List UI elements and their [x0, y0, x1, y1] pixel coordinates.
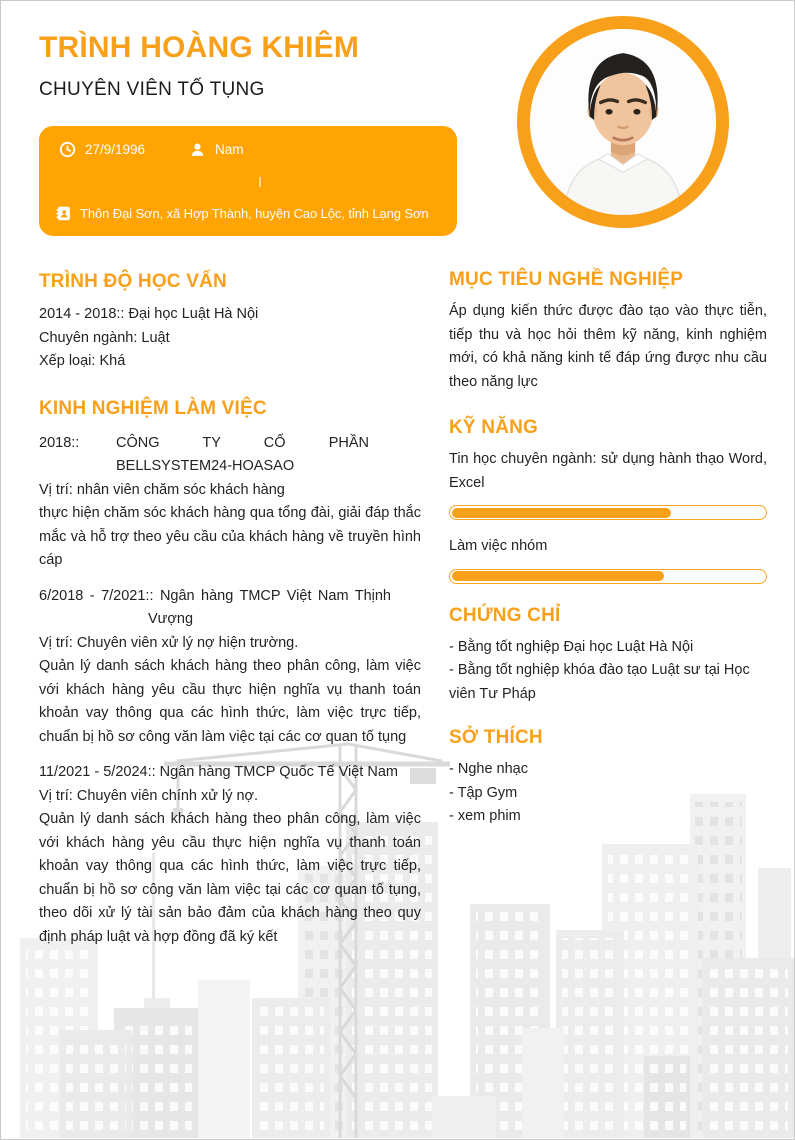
job-company: Ngân hàng TMCP Việt Nam Thịnh Vượng — [148, 587, 391, 627]
job-position: Vị trí: Chuyên viên chính xử lý nợ. — [39, 787, 259, 804]
education-major: Chuyên ngành: Luật — [39, 329, 170, 346]
education-degree — [39, 303, 421, 327]
job-period-company — [39, 432, 369, 479]
gender-item — [189, 141, 244, 158]
job-title: CHUYÊN VIÊN TỐ TỤNG — [39, 79, 265, 100]
hobby-item: - Nghe nhạc — [449, 761, 528, 777]
job-period: 2018:: — [39, 434, 80, 451]
certificate-item: - Bằng tốt nghiệp khóa đào tạo Luật sư tại Học viên Tư Pháp — [449, 662, 750, 702]
contact-card-icon — [55, 205, 72, 222]
job-item — [39, 585, 421, 750]
hobbies-heading: SỞ THÍCH — [449, 727, 543, 748]
cursor-mark — [259, 177, 261, 187]
page-title-name: TRÌNH HOÀNG KHIÊM — [39, 31, 360, 64]
skill-progress-fill — [452, 508, 671, 518]
job-company: Ngân hàng TMCP Quốc Tế Việt Nam — [159, 764, 398, 780]
education-grade: Xếp loại: Khá — [39, 353, 126, 369]
skill-item — [449, 448, 767, 520]
job-period: 11/2021 - 5/2024:: — [39, 764, 156, 780]
hobby-item: - Tập Gym — [449, 784, 518, 801]
profile-photo — [517, 16, 729, 228]
job-description: Quản lý danh sách khách hàng theo phân công, làm việc với khách hàng yêu cầu thực hiện nghĩa vụ thanh toán khoản vay thông qua các hình thức, làm việc trực tiếp, chuẩn bị hồ sơ công văn làm việc tại các cơ quan tố tụng — [39, 658, 421, 745]
objective-text: Áp dụng kiến thức được đào tạo vào thực tiễn, tiếp thu và học hỏi thêm kỹ năng, kinh nghiệm mới, có khả năng kinh tế đáp ứng được nhu cầu theo năng lực — [449, 303, 767, 390]
job-description: thực hiện chăm sóc khách hàng qua tổng đài, giải đáp thắc mắc và hỗ trợ theo yêu cầu của khách hàng về truyền hình cáp — [39, 505, 421, 568]
person-icon — [189, 141, 206, 158]
certificates-heading: CHỨNG CHỈ — [449, 604, 561, 626]
skill-progress-fill — [452, 571, 665, 581]
objective-heading: MỤC TIÊU NGHỀ NGHIỆP — [449, 269, 684, 290]
portrait-illustration — [530, 29, 716, 215]
education-heading: TRÌNH ĐỘ HỌC VẤN — [39, 271, 227, 292]
hobby-item: - xem phim — [449, 808, 521, 824]
job-period-company — [39, 761, 421, 785]
experience-heading: KINH NGHIỆM LÀM VIỆC — [39, 397, 267, 419]
skill-label: Tin học chuyên ngành: sử dụng hành thạo Word, Excel — [449, 451, 767, 491]
skill-progress-track — [449, 505, 767, 520]
certificate-item: - Bằng tốt nghiệp Đại học Luật Hà Nội — [449, 638, 694, 655]
job-item — [39, 761, 421, 949]
job-period-company — [39, 585, 391, 632]
right-column — [449, 269, 767, 829]
education-school: Đại học Luật Hà Nội — [128, 306, 259, 322]
gender-value: Nam — [215, 142, 244, 157]
left-column — [39, 271, 421, 949]
address-value: Thôn Đại Sơn, xã Hợp Thành, huyện Cao Lộc, tỉnh Lạng Sơn — [80, 206, 429, 221]
job-item — [39, 432, 421, 573]
skills-heading: KỸ NĂNG — [449, 417, 539, 438]
skill-item — [449, 535, 767, 584]
education-period: 2014 - 2018:: — [39, 306, 125, 322]
job-company: CÔNG TY CỔ PHẦN BELLSYSTEM24-HOASAO — [116, 434, 369, 474]
job-position: Vị trí: Chuyên viên xử lý nợ hiện trường. — [39, 634, 299, 651]
job-description: Quản lý danh sách khách hàng theo phân công, làm việc với khách hàng yêu cầu thực hiện nghĩa vụ thanh toán khoản vay thông qua các hình thức, làm việc trực tiếp, chuẩn bị hồ sơ công văn làm việc tại các cơ quan tố tụng, theo dõi xử lý tài sản bảo đảm của khách hàng theo quy định pháp luật và hợp đồng đã ký kết — [39, 811, 421, 945]
birthdate-item — [59, 141, 189, 158]
skill-label: Làm việc nhóm — [449, 538, 548, 554]
clock-icon — [59, 141, 76, 158]
job-period: 6/2018 - 7/2021:: — [39, 587, 154, 604]
skill-progress-track — [449, 569, 767, 584]
info-row — [59, 141, 244, 158]
address-item — [55, 205, 429, 222]
job-position: Vị trí: nhân viên chăm sóc khách hàng — [39, 481, 285, 498]
birthdate-value: 27/9/1996 — [85, 142, 146, 157]
personal-info-panel — [39, 126, 457, 236]
